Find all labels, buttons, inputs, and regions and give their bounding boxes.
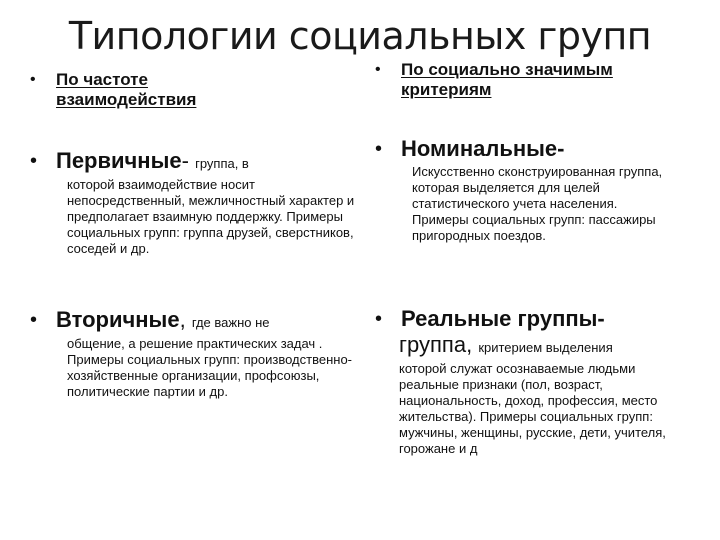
term-real-second-suffix: , — [466, 332, 479, 357]
left-heading-block — [30, 70, 330, 110]
term-nominal: Номинальные- — [401, 136, 565, 161]
term-primary-suffix: - — [181, 148, 196, 173]
definition-real-rest: которой служат осознаваемые людьми реальные признаки (пол, возраст, национальность, доход, профессия, место жительства). Примеры социальных групп: мужчины, женщины, русские, дети, учителя, горожане и д — [399, 361, 666, 456]
term-secondary: Вторичные — [56, 307, 180, 332]
bullet: • — [30, 150, 38, 172]
term-primary: Первичные — [56, 148, 182, 173]
bullet: • — [30, 71, 36, 88]
term-secondary-suffix: , — [179, 307, 192, 332]
bullet: • — [375, 308, 383, 330]
term-real: Реальные группы- — [401, 306, 605, 331]
bullet: • — [375, 61, 381, 78]
definition-primary-first: группа, в — [195, 156, 249, 171]
right-heading-block — [375, 60, 705, 100]
slide-title: Типологии социальных групп — [68, 14, 652, 58]
bullet: • — [30, 309, 38, 331]
right-heading: По социально значимым критериям — [401, 60, 613, 99]
bullet: • — [375, 138, 383, 160]
definition-secondary-rest: общение, а решение практических задач . Примеры социальных групп: производственно-хозяйственные организации, профсоюзы, политические партии и др. — [67, 336, 352, 399]
definition-real-first: критерием выделения — [478, 340, 613, 355]
definition-primary-rest: которой взаимодействие носит непосредственный, межличностный характер и предполагает взаимную поддержку. Примеры социальных групп: группа друзей, сверстников, соседей и др. — [67, 177, 355, 256]
definition-secondary-first: где важно не — [191, 315, 270, 330]
definition-nominal: Искусственно сконструированная группа, которая выделяется для целей статистического учета населения. Примеры социальных групп: пассажиры пригородных поездов. — [412, 164, 663, 243]
left-heading: По частоте взаимодействия — [56, 70, 197, 109]
left-item-secondary — [30, 307, 360, 400]
right-item-nominal — [375, 136, 705, 244]
left-item-primary — [30, 148, 360, 257]
term-real-second: группа — [399, 332, 467, 357]
right-item-real — [375, 306, 705, 457]
